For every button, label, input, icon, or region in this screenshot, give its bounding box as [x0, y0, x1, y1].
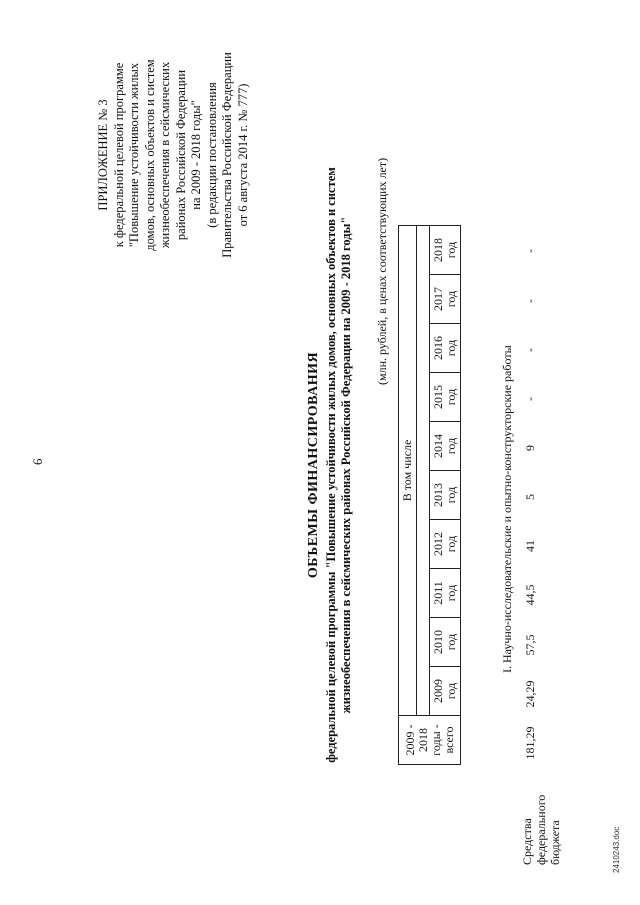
year-unit: год — [444, 241, 458, 259]
row-label-line: Средства федерального — [520, 794, 548, 865]
cell-2016: - — [523, 348, 537, 352]
year-label: 2013 — [431, 483, 445, 507]
year-label: 2016 — [431, 336, 445, 360]
year-unit: год — [444, 339, 458, 357]
year-unit: год — [444, 633, 458, 651]
year-label: 2014 — [431, 434, 445, 458]
year-label: 2012 — [431, 532, 445, 556]
row-label-line: бюджета — [548, 820, 562, 865]
year-label: 2009 — [431, 679, 445, 703]
appendix-line: на 2009 - 2018 годы" — [189, 100, 203, 210]
cell-2010: 57,5 — [523, 634, 537, 656]
year-column-header — [430, 324, 461, 373]
appendix-line: (в редакции постановления — [204, 82, 219, 228]
year-column-header — [430, 373, 461, 422]
year-unit: год — [444, 584, 458, 602]
year-label: 2015 — [431, 385, 445, 409]
cell-2018: - — [523, 249, 537, 253]
year-label: 2010 — [431, 630, 445, 654]
year-label: 2017 — [431, 287, 445, 311]
year-unit: год — [444, 535, 458, 553]
row-label — [520, 765, 562, 865]
financing-table-header — [398, 225, 461, 865]
year-column-header — [430, 618, 461, 667]
appendix-line: Правительства Российской Федерации — [220, 52, 234, 258]
appendix-line: от 6 августа 2014 г. № 777) — [235, 83, 250, 227]
year-unit: год — [444, 290, 458, 308]
year-column-header — [430, 226, 461, 275]
document-title-block — [306, 85, 354, 845]
cell-2009: 24,29 — [523, 680, 537, 708]
cell-2013: 5 — [523, 494, 537, 500]
year-label: 2011 — [431, 581, 445, 605]
total-header-line: 2018 — [415, 728, 430, 752]
cell-2014: 9 — [523, 445, 537, 451]
subtitle-line: федеральной целевой программы "Повышение устойчивости жилых домов, основных объектов и систем — [324, 167, 338, 763]
year-column-header — [430, 471, 461, 520]
document-subtitle — [324, 85, 354, 845]
document-title: ОБЪЕМЫ ФИНАНСИРОВАНИЯ — [306, 351, 321, 579]
year-column-header — [430, 667, 461, 716]
cell-2015: - — [523, 397, 537, 401]
total-column-header — [399, 716, 461, 765]
year-column-header — [430, 520, 461, 569]
row-label-column-header — [399, 765, 461, 866]
year-column-header — [430, 569, 461, 618]
cell-2017: - — [523, 299, 537, 303]
cell-2011: 44,5 — [523, 584, 537, 606]
total-header-line: годы - — [428, 724, 443, 756]
year-unit: год — [444, 388, 458, 406]
appendix-line: жизнеобеспечения в сейсмических — [158, 61, 172, 249]
total-header-line: 2009 - — [402, 724, 417, 756]
section-title: I. Научно-исследовательские и опытно-конструкторские работы — [500, 345, 514, 673]
year-label: 2018 — [431, 238, 445, 262]
appendix-line: домов, основных объектов и систем — [142, 59, 157, 251]
year-unit: год — [444, 682, 458, 700]
year-unit: год — [444, 486, 458, 504]
appendix-line: "Повышение устойчивости жилых — [127, 62, 141, 248]
appendix-line: районах Российской Федерации — [173, 69, 188, 241]
group-subheader-spacer — [417, 226, 430, 716]
total-header-line: всего — [441, 726, 456, 754]
subtitle-line: жизнеобеспечения в сейсмических районах Российской Федерации на 2009 - 2018 годы" — [339, 216, 353, 714]
appendix-line: к федеральной целевой программе — [111, 62, 126, 248]
group-header: В том числе — [399, 226, 417, 716]
year-column-header — [430, 275, 461, 324]
year-column-header — [430, 422, 461, 471]
cell-total: 181,29 — [523, 726, 537, 760]
appendix-line: ПРИЛОЖЕНИЕ № 3 — [96, 99, 110, 211]
appendix-header — [96, 5, 251, 305]
footer-filename: 2410243.doc — [612, 826, 621, 873]
page-number: 6 — [30, 458, 45, 465]
cell-2012: 41 — [523, 540, 537, 552]
year-unit: год — [444, 437, 458, 455]
units-note: (млн. рублей, в ценах соответствующих лет) — [375, 157, 389, 385]
